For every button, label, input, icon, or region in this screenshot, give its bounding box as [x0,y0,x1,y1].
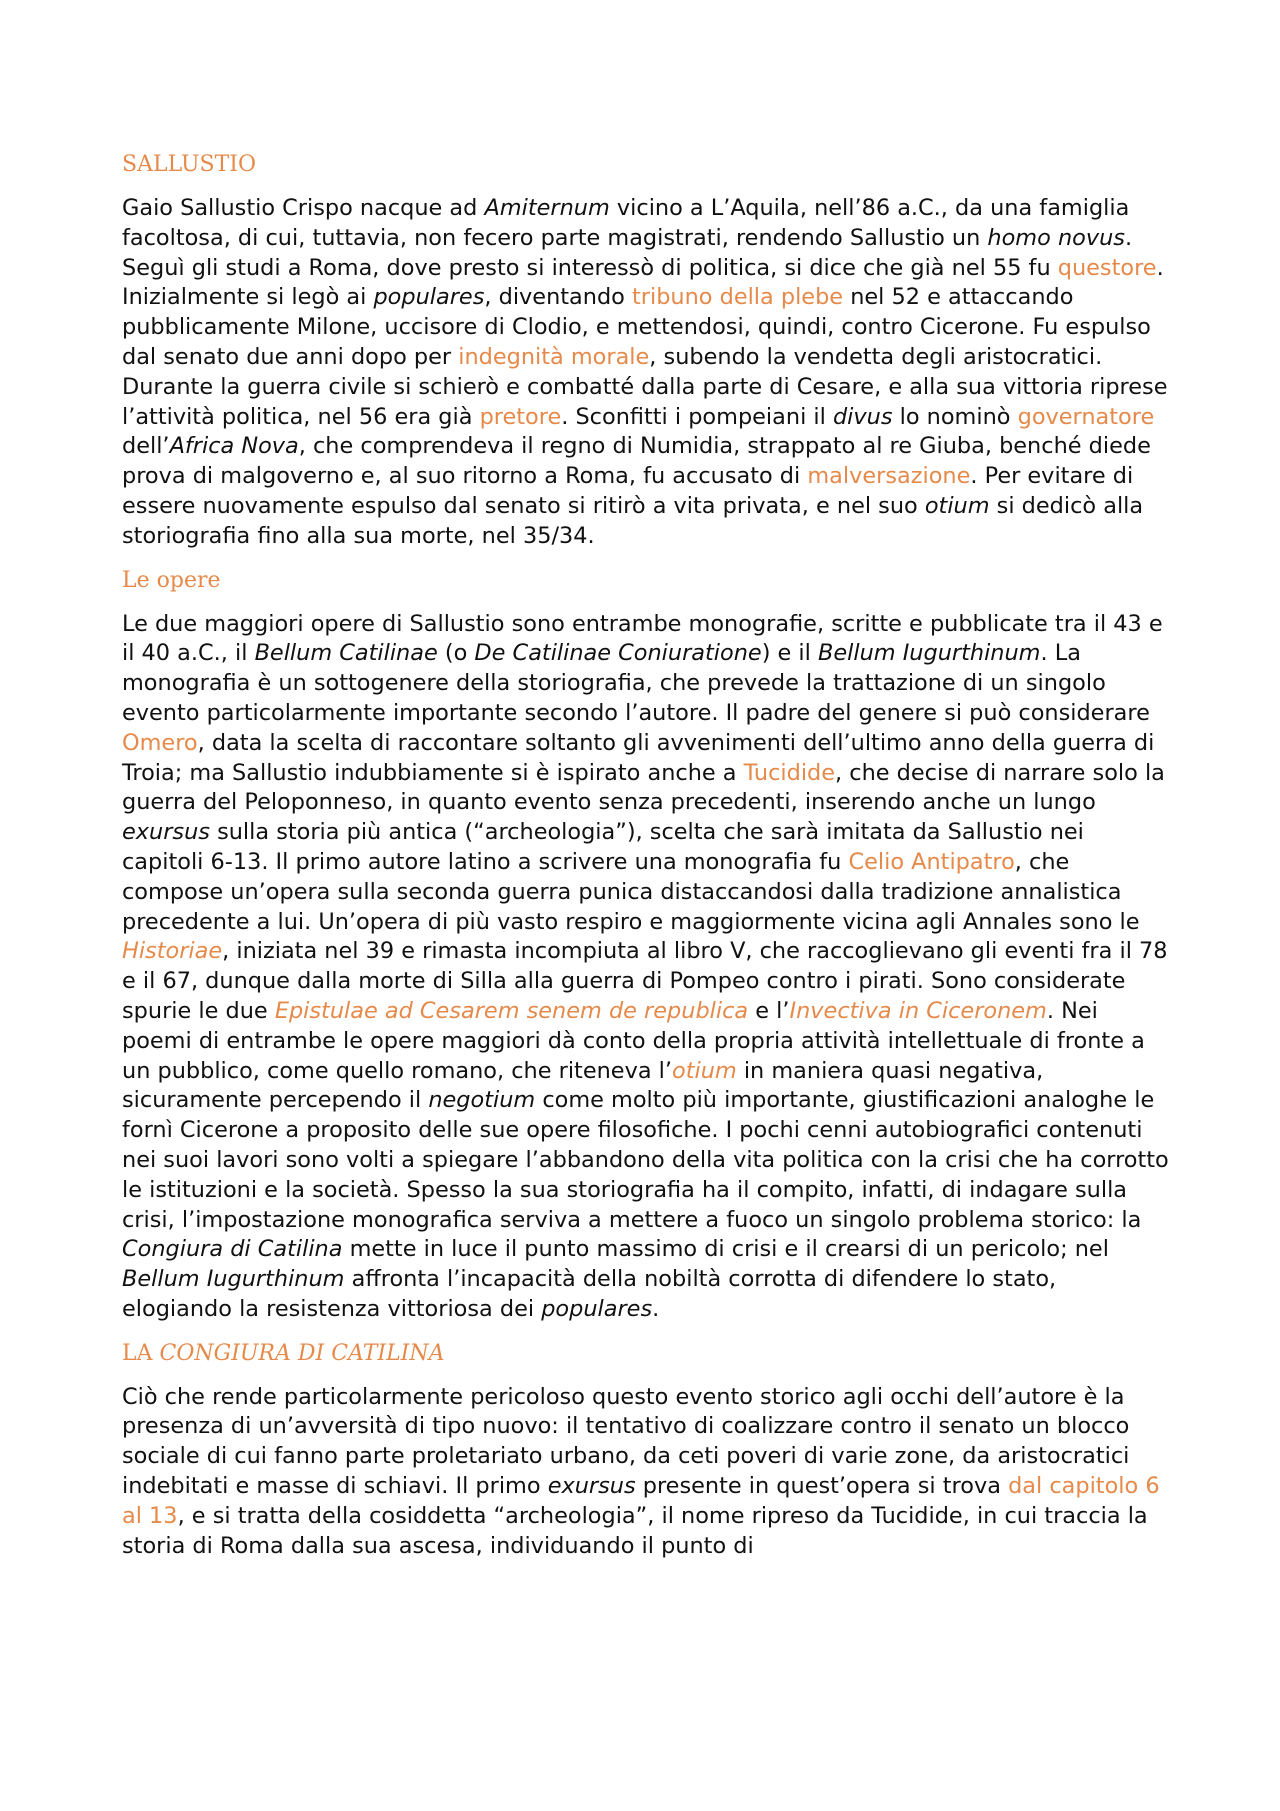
heading-sallustio: SALLUSTIO [122,152,256,177]
italic-term: exursus [547,1473,636,1500]
highlighted-term: dal capitolo 6 al 13 [122,1473,1160,1529]
highlighted-term: Celio Antipatro [848,848,1015,875]
highlighted-term: Historiae [122,938,223,965]
paragraph-congiura: Ciò che rende particolarmente pericoloso questo evento storico agli occhi dell’autore è la presenza di un’avversità di tipo nuovo: il tentativo di coalizzare contro il senato un blocco sociale di cui fanno parte proletariato urbano, da ceti poveri di varie zone, da aristocratici indebitati e masse di schiavi. Il primo exursus presente in quest’opera si trova dal capitolo 6 al 13, e si tratta della cosiddetta “archeologia”, il nome ripreso da Tucidide, in cui traccia la storia di Roma dalla sua ascesa, individuando il punto di [122,1383,1160,1559]
italic-term: CONGIURA DI CATILINA [159,1340,445,1366]
italic-term: exursus [122,819,210,846]
italic-term: divus [832,403,893,430]
highlighted-term: governatore [1017,403,1155,430]
italic-term: De Catilinae Coniuratione [474,640,762,667]
paragraph-biography: Gaio Sallustio Crispo nacque ad Amiternum vicino a L’Aquila, nell’86 a.C., da una famiglia facoltosa, di cui, tuttavia, non fecero parte magistrati, rendendo Sallustio un homo novus. Seguì gli studi a Roma, dove presto si interessò di politica, si dice che già nel 55 fu questore. Inizialmente si legò ai populares, diventando tribuno della plebe nel 52 e attaccando pubblicamente Milone, uccisore di Clodio, e mettendosi, quindi, contro Cicerone. Fu espulso dal senato due anni dopo per indegnità morale, subendo la vendetta degli aristocratici. Durante la guerra civile si schierò e combatté dalla parte di Cesare, e alla sua vittoria riprese l’attività politica, nel 56 era già pretore. Sconfitti i pompeiani il divus lo nominò governatore dell’Africa Nova, che comprendeva il regno di Numidia, strappato al re Giuba, benché diede prova di malgoverno e, al suo ritorno a Roma, fu accusato di malversazione. Per evitare di essere nuovamente espulso dal senato si ritirò a vita privata, e nel suo otium si dedicò alla storiografia fino alla sua morte, nel 35/34. [122,195,1168,549]
italic-term: populares [373,284,485,311]
highlighted-term: questore [1057,254,1157,281]
highlighted-term: malversazione [807,463,971,490]
highlighted-term: otium [672,1057,737,1084]
highlighted-term: Invectiva in Ciceronem [789,997,1047,1024]
italic-term: Bellum Iugurthinum [122,1266,345,1293]
heading-congiura-di-catilina: LA CONGIURA DI CATILINA [122,1340,445,1366]
italic-term: Amiternum [484,195,610,221]
highlighted-term: indegnità morale [458,343,650,370]
italic-term: otium [924,492,990,519]
paragraph-opere: Le due maggiori opere di Sallustio sono entrambe monografie, scritte e pubblicate tra il 43 e il 40 a.C., il Bellum Catilinae (o De Catilinae Coniuratione) e il Bellum Iugurthinum. La monografia è un sottogenere della storiografia, che prevede la trattazione di un singolo evento particolarmente importante secondo l’autore. Il padre del genere si può considerare Omero, data la scelta di raccontare soltanto gli avvenimenti dell’ultimo anno della guerra di Troia; ma Sallustio indubbiamente si è ispirato anche a Tucidide, che decise di narrare solo la guerra del Peloponneso, in quanto evento senza precedenti, inserendo anche un lungo exursus sulla storia più antica (“archeologia”), scelta che sarà imitata da Sallustio nei capitoli 6-13. Il primo autore latino a scrivere una monografia fu Celio Antipatro, che compose un’opera sulla seconda guerra punica distaccandosi dalla tradizione annalistica precedente a lui. Un’opera di più vasto respiro e maggiormente vicina agli Annales sono le Historiae, iniziata nel 39 e rimasta incompiuta al libro V, che raccoglievano gli eventi fra il 78 e il 67, dunque dalla morte di Silla alla guerra di Pompeo contro i pirati. Sono considerate spurie le due Epistulae ad Cesarem senem de republica e l’Invectiva in Ciceronem. Nei poemi di entrambe le opere maggiori dà conto della propria attività intellettuale di fronte a un pubblico, come quello romano, che riteneva l’otium in maniera quasi negativa, sicuramente percependo il negotium come molto più importante, giustificazioni analoghe le fornì Cicerone a proposito delle sue opere filosofiche. I pochi cenni autobiografici contenuti nei suoi lavori sono volti a spiegare l’abbandono della vita politica con la crisi che ha corrotto le istituzioni e la società. Spesso la sua storiografia ha il compito, infatti, di indagare sulla crisi, l’impostazione monografica serviva a mettere a fuoco un singolo problema storico: la Congiura di Catilina mette in luce il punto massimo di crisi e il crearsi di un pericolo; nel Bellum Iugurthinum affronta l’incapacità della nobiltà corrotta di difendere lo stato, elogiando la resistenza vittoriosa dei populares. [122,610,1169,1322]
highlighted-term: Tucidide [743,759,836,786]
highlighted-term: tribuno della plebe [631,284,844,311]
highlighted-term: Omero [122,729,198,756]
italic-term: homo novus [987,224,1125,251]
italic-term: Congiura di Catilina [122,1236,343,1263]
italic-term: Bellum Catilinae [254,640,438,667]
italic-term: Africa Nova [169,433,299,460]
italic-term: Bellum Iugurthinum [818,640,1041,667]
highlighted-term: pretore [479,403,562,430]
italic-term: negotium [428,1087,536,1114]
highlighted-term: Epistulae ad Cesarem senem de republica [274,997,749,1024]
italic-term: populares [541,1295,653,1322]
heading-le-opere: Le opere [122,567,221,593]
